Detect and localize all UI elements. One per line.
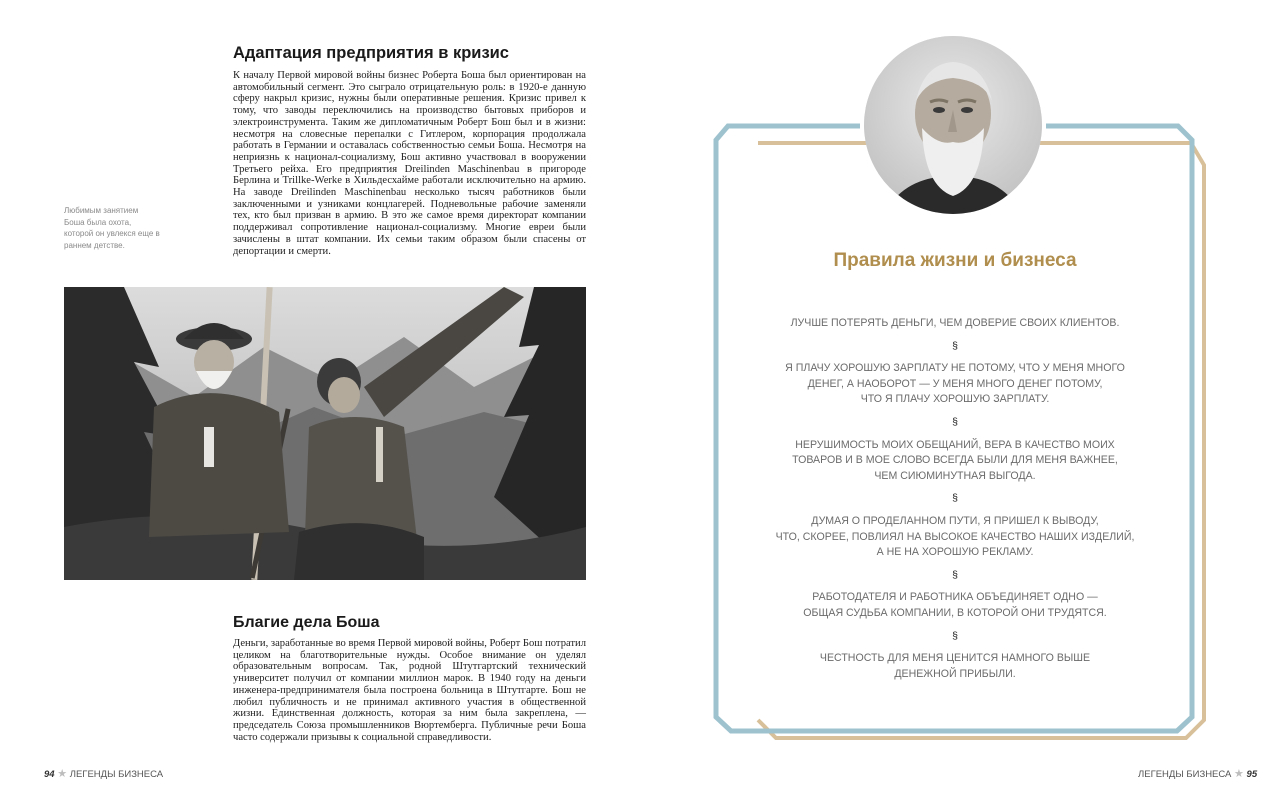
section-sign-separator: § xyxy=(952,415,958,428)
star-icon: ★ xyxy=(1234,768,1244,780)
footer-title-left: ЛЕГЕНДЫ БИЗНЕСА xyxy=(69,769,164,780)
rules-title: Правила жизни и бизнеса xyxy=(833,250,1077,271)
section-sign-separator: § xyxy=(952,629,958,642)
page-number-left: 94 xyxy=(44,769,55,780)
rule-2: Я ПЛАЧУ ХОРОШУЮ ЗАРПЛАТУ НЕ ПОТОМУ, ЧТО У МЕНЯ МНОГО ДЕНЕГ, А НАОБОРОТ — У МЕНЯ МНОГО ДЕНЕГ ПОТОМУ, ЧТО Я ПЛАЧУ ХОРОШУЮ ЗАРПЛАТУ. xyxy=(785,362,1125,406)
footer-right xyxy=(1138,767,1257,780)
footer-title-right: ЛЕГЕНДЫ БИЗНЕСА xyxy=(1138,769,1232,780)
portrait-illustration xyxy=(864,36,1042,214)
star-icon: ★ xyxy=(57,768,68,780)
section-heading-crisis: Адаптация предприятия в кризис xyxy=(233,44,509,62)
section-heading-charity: Благие дела Боша xyxy=(233,614,380,631)
photo-caption: Любимым занятием Боша была охота, которой он увлекся еще в раннем детстве. xyxy=(64,206,160,250)
rules-list xyxy=(740,316,1170,682)
rule-3: НЕРУШИМОСТЬ МОИХ ОБЕЩАНИЙ, ВЕРА В КАЧЕСТВО МОИХ ТОВАРОВ И В МОЕ СЛОВО ВСЕГДА БЫЛИ ДЛЯ МЕНЯ ВАЖНЕЕ, ЧЕМ СИЮМИНУТНАЯ ВЫГОДА. xyxy=(792,438,1118,482)
rule-4: ДУМАЯ О ПРОДЕЛАННОМ ПУТИ, Я ПРИШЕЛ К ВЫВОДУ, ЧТО, СКОРЕЕ, ПОВЛИЯЛ НА ВЫСОКОЕ КАЧЕСТВО НАШИХ ИЗДЕЛИЙ, А НЕ НА ХОРОШУЮ РЕКЛАМУ. xyxy=(775,514,1135,559)
bosch-portrait xyxy=(864,36,1042,214)
paragraph-charity: Деньги, заработанные во время Первой мировой войны, Роберт Бош потратил целиком на благотворительные нужды. Особое внимание он уделял образовательным вопросам. Так, родной Штутгартский технический университет получил от компании миллион марок. В 1940 году на деньги инженера-предпринимателя была построена больница в Штутгарте. Бош не любил публичность и не принимал активного участия в общественной жизни. Единственная должность, которая за ним была закреплена, — председатель Союза промышленников Вюртемберга. Публичные речи Боша часто содержали призывы к социальной справедливости. xyxy=(233,638,586,743)
page-number-right: 95 xyxy=(1246,769,1258,780)
rule-5: РАБОТОДАТЕЛЯ И РАБОТНИКА ОБЪЕДИНЯЕТ ОДНО — ОБЩАЯ СУДЬБА КОМПАНИИ, В КОТОРОЙ ОНИ ТРУДЯТСЯ. xyxy=(803,591,1107,619)
rule-6: ЧЕСТНОСТЬ ДЛЯ МЕНЯ ЦЕНИТСЯ НАМНОГО ВЫШЕ ДЕНЕЖНОЙ ПРИБЫЛИ. xyxy=(819,652,1091,680)
section-sign-separator: § xyxy=(952,568,958,581)
rule-1: ЛУЧШЕ ПОТЕРЯТЬ ДЕНЬГИ, ЧЕМ ДОВЕРИЕ СВОИХ КЛИЕНТОВ. xyxy=(790,317,1120,329)
section-sign-separator: § xyxy=(952,339,958,352)
paragraph-crisis: К началу Первой мировой войны бизнес Роберта Боша был ориентирован на автомобильный сегмент. Это сыграло отрицательную роль: в 1920-е данную сферу накрыл кризис, нужны были оперативные решения. Кризис привел к тому, что заводы переключились на производство бытовых приборов и электроинструмента. Таким же дипломатичным Роберт Бош был и в жизни: несмотря на словесные перепалки с Гитлером, корпорация продолжала работать в Германии и оставалась собственностью семьи Боша. Несмотря на неприязнь к национал-социализму, Бош активно участвовал в вооружении Третьего рейха. Его предприятия Dreilinden Maschinenbau в пригороде Берлина и Trillke-Werke в Хильдесхайме работали исключительно на армию. На заводе Dreilinden Maschinenbau несколько тысяч работников были заключенными и узниками концлагерей. Подневольные рабочие заменяли тех, кто был призван в армию. В это же самое время директорат компании поддерживал сопротивление национал-социализму. Многие евреи были зачислены в штат компании. Их семьи таким образом были спасены от депортации и смерти. xyxy=(233,70,586,257)
section-sign-separator: § xyxy=(952,492,958,505)
